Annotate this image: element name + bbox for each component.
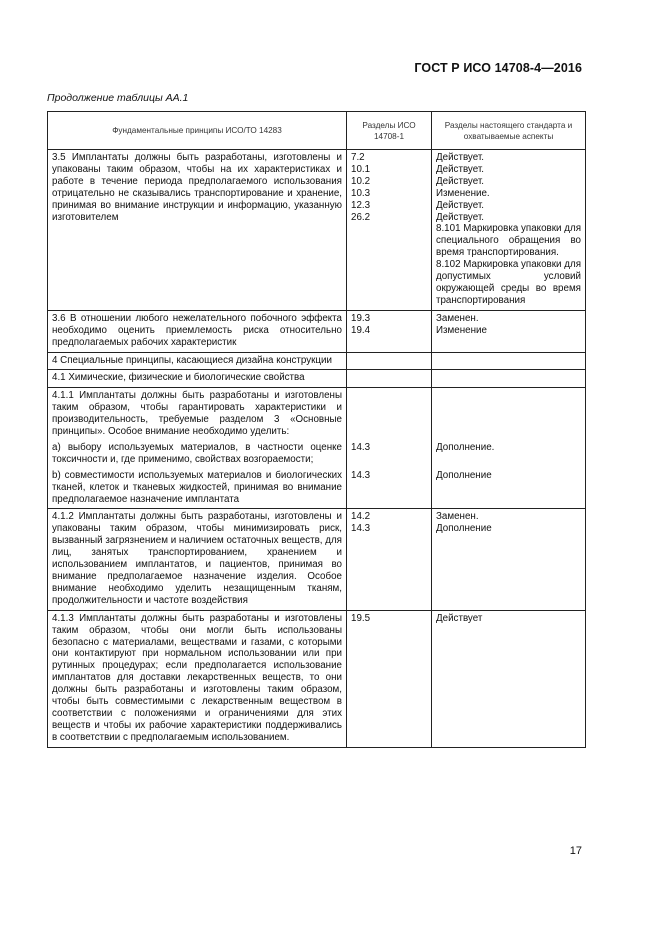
- aspect-status: Дополнение.: [436, 442, 495, 454]
- table-row: [48, 310, 586, 352]
- principle-4-1-1-text: 4.1.1 Имплантаты должны быть разработаны и изготовлены таким образом, чтобы гарантировать характеристики и производительность, требуемые разделом 3 «Основные принципы». Особое внимание необходимо уделить:: [52, 390, 342, 438]
- sections-cell: [347, 610, 432, 747]
- table-row: [48, 610, 586, 747]
- principle-4-1: 4.1 Химические, физические и биологические свойства: [48, 370, 347, 388]
- aspect-status: Действует.: [436, 199, 484, 211]
- aspect-status: Дополнение: [436, 470, 492, 482]
- section-ref: 14.3: [351, 470, 371, 482]
- principle-3-5: 3.5 Имплантаты должны быть разработаны, изготовлены и упакованы таким образом, чтобы на их характеристиках и работе в течение периода предполагаемого использования отрицательно не сказывались транспортирование и хранение, принимая во внимание инструкции и информацию, указанную изготовителем: [48, 150, 347, 311]
- section-ref: 19.3: [351, 312, 371, 324]
- aspects-cell: [432, 610, 586, 747]
- sections-cell: [347, 352, 432, 370]
- table-row: [48, 388, 586, 509]
- aspects-cell: [432, 352, 586, 370]
- header-standard-sections: Разделы настоящего стандарта и охватываемые аспекты: [432, 112, 586, 150]
- aspect-status: Действует.: [436, 211, 484, 223]
- aspect-status: Действует.: [436, 152, 484, 163]
- section-ref: 19.5: [351, 612, 371, 624]
- aspects-cell: [432, 150, 586, 311]
- sections-cell: [347, 388, 432, 509]
- section-ref: 10.3: [351, 187, 371, 199]
- sections-cell: [347, 150, 432, 311]
- section-ref: 10.2: [351, 175, 371, 187]
- aspect-status: Действует.: [436, 175, 484, 187]
- table-row: [48, 150, 586, 311]
- aspects-cell: [432, 370, 586, 388]
- aspects-cell: [432, 310, 586, 352]
- header-principles: Фундаментальные принципы ИСО/ТО 14283: [48, 112, 347, 150]
- aspect-note: 8.101 Маркировка упаковки для специального обращения во время транспортирования.: [436, 223, 581, 259]
- sections-cell: [347, 509, 432, 610]
- aspect-status: Действует: [436, 612, 483, 624]
- header-iso-sections: Разделы ИСО 14708-1: [347, 112, 432, 150]
- page-number: 17: [569, 845, 582, 857]
- principle-4-1-2: 4.1.2 Имплантаты должны быть разработаны, изготовлены и упакованы таким образом, чтобы минимизировать риск, вызванный загрязнением и наличием остаточных веществ, для лиц, занятых транспортированием, хранением и использованием имплантатов, и пациентов, принимая во внимание предполагаемое назначение изделия. Особое внимание необходимо уделить незащищенным тканям, продолжительности и частоте воздействия: [48, 509, 347, 610]
- principle-4-1-3: 4.1.3 Имплантаты должны быть разработаны и изготовлены таким образом, чтобы они могли быть использованы безопасно с материалами, веществами и газами, с которыми они контактируют при нормальном использовании или при рутинных процедурах; если предполагается использование имплантатов для доставки лекарственных веществ, то они должны быть разработаны и изготовлены таким образом, чтобы быть совместимыми с лекарственным веществом в соответствии с положениями и ограничениями для этих веществ и чтобы их рабочие характеристики поддерживались в соответствии с предполагаемым использованием.: [48, 610, 347, 747]
- principle-4-1-1-a: a) выбору используемых материалов, в частности оценке токсичности и, где применимо, свойствах возгораемости;: [52, 441, 342, 465]
- aspect-status: Заменен.: [436, 312, 479, 324]
- aspect-status: Дополнение: [436, 523, 492, 535]
- principle-4-1-1-b: b) совместимости используемых материалов и биологических тканей, клеток и тканевых жидкостей, принимая во внимание предполагаемое назначение имплантата: [52, 469, 342, 505]
- section-ref: 14.2: [351, 511, 371, 523]
- aspect-note: 8.102 Маркировка упаковки для допустимых условий окружающей среды во время транспортирования: [436, 259, 581, 306]
- document-header: ГОСТ Р ИСО 14708-4—2016: [414, 61, 582, 75]
- sections-cell: [347, 370, 432, 388]
- aspect-status: Заменен.: [436, 511, 479, 523]
- section-ref: 10.1: [351, 163, 371, 175]
- principle-3-6: 3.6 В отношении любого нежелательного побочного эффекта необходимо оценить приемлемость риска относительно предполагаемых рабочих характеристик: [48, 310, 347, 352]
- table-continuation-caption: Продолжение таблицы АА.1: [47, 92, 189, 104]
- aspect-status: Изменение.: [436, 187, 490, 199]
- correspondence-table: [47, 111, 586, 748]
- aspect-status: Изменение: [436, 324, 487, 336]
- table-row: [48, 370, 586, 388]
- aspects-cell: [432, 509, 586, 610]
- table-header-row: [48, 112, 586, 150]
- aspects-cell: [432, 388, 586, 509]
- section-ref: 14.3: [351, 523, 371, 535]
- table-row: [48, 352, 586, 370]
- table-row: [48, 509, 586, 610]
- section-ref: 26.2: [351, 211, 371, 223]
- section-ref: 14.3: [351, 442, 371, 454]
- section-ref: 19.4: [351, 324, 371, 336]
- section-ref: 7.2: [351, 152, 365, 163]
- section-ref: 12.3: [351, 199, 371, 211]
- principle-4: 4 Специальные принципы, касающиеся дизайна конструкции: [48, 352, 347, 370]
- aspect-status: Действует.: [436, 163, 484, 175]
- principle-4-1-1: [48, 388, 347, 509]
- sections-cell: [347, 310, 432, 352]
